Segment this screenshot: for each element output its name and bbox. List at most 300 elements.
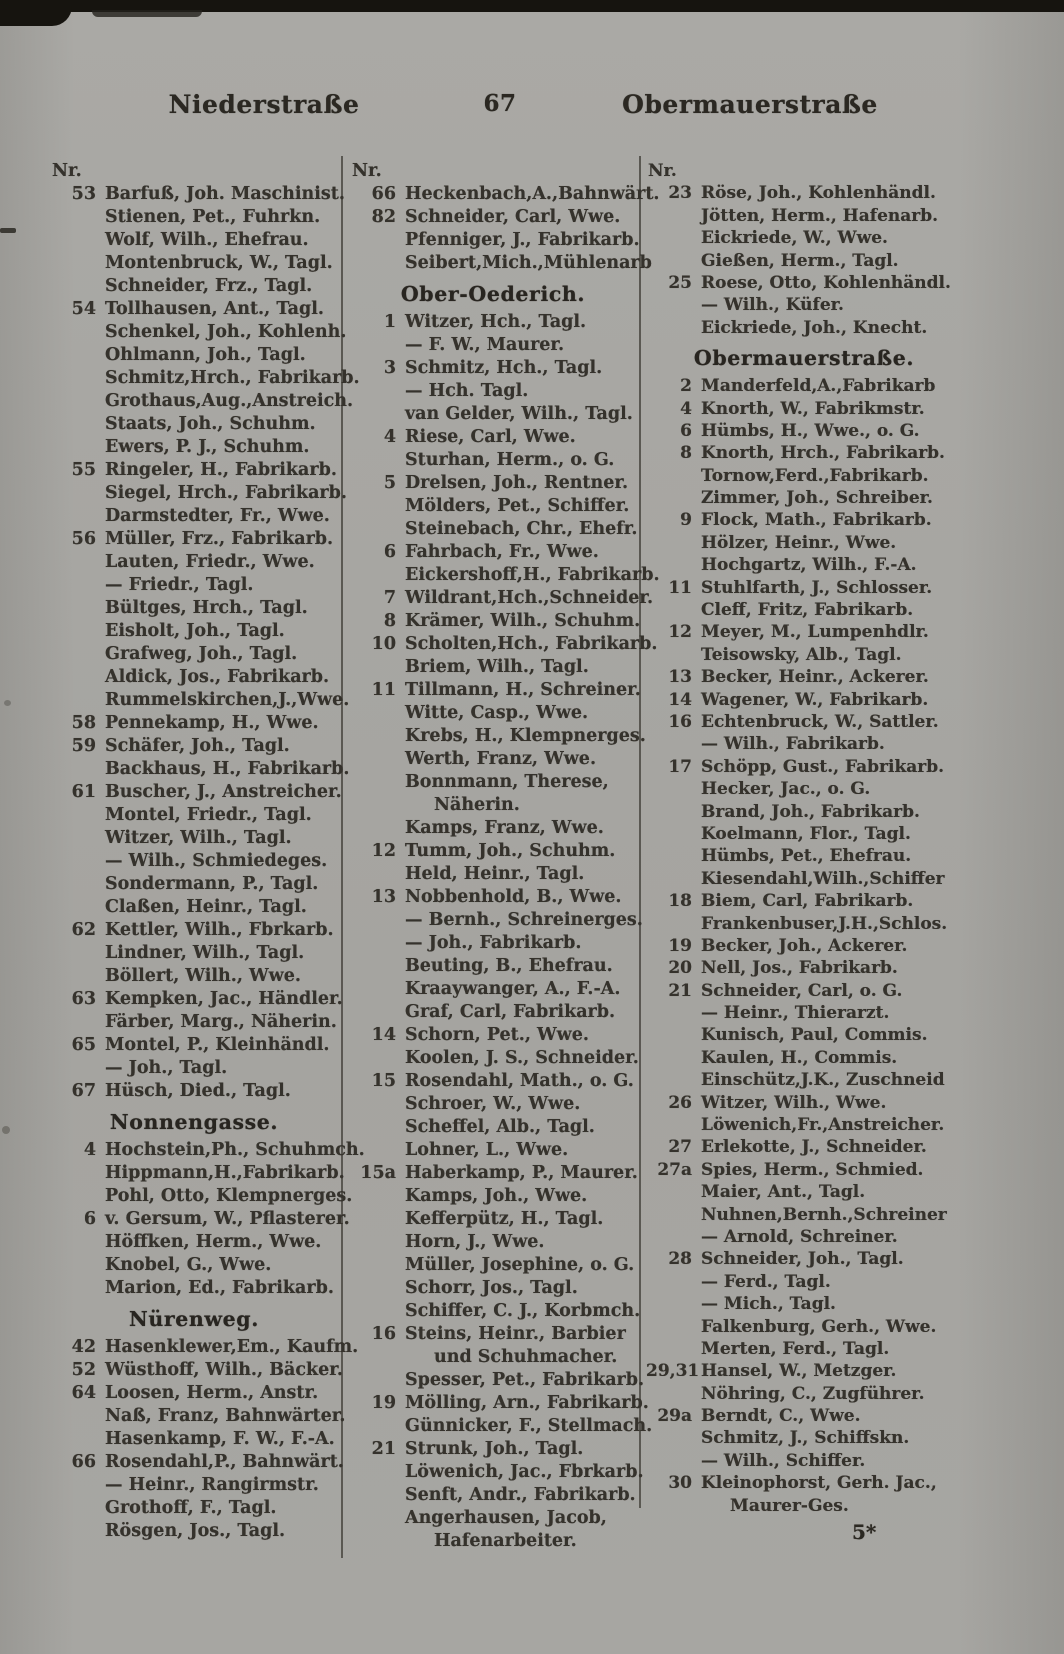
directory-line	[646, 577, 962, 599]
directory-line	[50, 528, 338, 551]
entry-text: Günnicker, F., Stellmach.	[405, 1416, 653, 1436]
street-heading: Nonnengasse.	[109, 1110, 279, 1134]
directory-line	[50, 275, 338, 298]
directory-line	[646, 644, 962, 666]
entry-text: Knobel, G., Wwe.	[105, 1255, 272, 1275]
directory-line	[646, 1204, 962, 1226]
page-number: 67	[483, 90, 517, 117]
directory-line	[646, 205, 962, 227]
house-number: 4	[680, 398, 692, 419]
entry-text: — Friedr., Tagl.	[105, 575, 254, 595]
directory-line	[646, 1069, 962, 1091]
directory-line	[350, 472, 636, 495]
entry-text: Tillmann, H., Schreiner.	[405, 680, 641, 700]
directory-line	[50, 643, 338, 666]
directory-line	[350, 495, 636, 518]
entry-text: Kefferpütz, H., Tagl.	[405, 1209, 604, 1229]
directory-line	[350, 252, 652, 275]
directory-line	[50, 1139, 365, 1162]
directory-line	[646, 1338, 962, 1360]
entry-text: Schöpp, Gust., Fabrikarb.	[701, 756, 945, 777]
entry-text: Riese, Carl, Wwe.	[405, 427, 576, 447]
entry-text: Eickriede, W., Wwe.	[701, 228, 888, 249]
directory-line	[350, 1093, 636, 1116]
entry-text: Wildrant,Hch.,Schneider.	[405, 588, 654, 608]
directory-line	[350, 771, 636, 794]
directory-line	[350, 1392, 649, 1415]
street-heading: Nürenweg.	[129, 1307, 259, 1331]
entry-text: Claßen, Heinr., Tagl.	[105, 897, 307, 917]
entry-text: Seibert,Mich.,Mühlenarb	[405, 253, 652, 273]
entry-text: Stuhlfarth, J., Schlosser.	[701, 577, 933, 598]
directory-line	[50, 965, 338, 988]
house-number: 28	[668, 1249, 692, 1270]
directory-line	[646, 621, 962, 643]
entry-text: Siegel, Hrch., Fabrikarb.	[105, 483, 347, 503]
house-number: 30	[668, 1473, 692, 1494]
directory-line	[646, 980, 962, 1002]
entry-text: Mölling, Arn., Fabrikarb.	[405, 1393, 649, 1413]
house-number: 18	[668, 891, 692, 912]
directory-line	[350, 206, 636, 229]
entry-text: Färber, Marg., Näherin.	[105, 1012, 337, 1032]
entry-text: Barfuß, Joh. Maschinist.	[105, 184, 345, 204]
entry-text: Röse, Joh., Kohlenhändl.	[701, 183, 936, 204]
directory-line	[50, 436, 338, 459]
nr-label: Nr.	[648, 161, 677, 181]
directory-line	[646, 1405, 962, 1427]
entry-text: Rosendahl, Math., o. G.	[405, 1071, 634, 1091]
entry-text: Pohl, Otto, Klempnerges.	[105, 1186, 353, 1206]
directory-line	[350, 817, 636, 840]
directory-line	[646, 487, 962, 509]
entry-text: Witzer, Wilh., Wwe.	[701, 1092, 887, 1113]
directory-line	[50, 873, 338, 896]
entry-text: Gießen, Herm., Tagl.	[701, 250, 899, 271]
entry-text: Kamps, Joh., Wwe.	[405, 1186, 588, 1206]
directory-line	[350, 183, 660, 206]
entry-text: Schmitz,Hrch., Fabrikarb.	[105, 368, 360, 388]
house-number: 59	[71, 736, 96, 756]
house-number: 9	[680, 510, 692, 531]
entry-text: — Wilh., Schiffer.	[701, 1450, 866, 1471]
entry-text: Backhaus, H., Fabrikarb.	[105, 759, 350, 779]
house-number: 27	[668, 1137, 692, 1158]
directory-line	[350, 426, 636, 449]
entry-text: Grothoff, F., Tagl.	[105, 1498, 277, 1518]
entry-text: Schorn, Pet., Wwe.	[405, 1025, 589, 1045]
directory-line	[350, 541, 636, 564]
directory-line	[350, 886, 636, 909]
directory-line	[50, 344, 338, 367]
directory-line	[50, 390, 354, 413]
directory-line	[50, 1011, 338, 1034]
house-number: 19	[668, 935, 692, 956]
entry-text: Montel, P., Kleinhändl.	[105, 1035, 330, 1055]
directory-line	[50, 1405, 346, 1428]
entry-text: Montel, Friedr., Tagl.	[105, 805, 312, 825]
entry-text: Manderfeld,A.,Fabrikarb	[701, 376, 936, 397]
house-number: 66	[71, 1452, 96, 1472]
directory-line	[350, 725, 646, 748]
directory-line	[646, 1293, 962, 1315]
directory-line	[50, 850, 338, 873]
entry-text: Kaulen, H., Commis.	[701, 1047, 898, 1068]
entry-text: Beuting, B., Ehefrau.	[405, 956, 613, 976]
entry-text: Hasenklewer,Em., Kaufm.	[105, 1337, 359, 1357]
entry-text: Echtenbruck, W., Sattler.	[701, 711, 939, 732]
directory-line	[350, 380, 636, 403]
directory-line	[646, 599, 962, 621]
directory-line	[350, 909, 643, 932]
directory-line	[350, 863, 636, 886]
entry-text: Nuhnen,Bernh.,Schreiner	[701, 1204, 947, 1225]
house-number: 15a	[360, 1163, 396, 1183]
directory-line	[50, 1359, 343, 1382]
directory-line	[50, 1185, 353, 1208]
entry-text: Hümbs, H., Wwe., o. G.	[701, 420, 920, 441]
house-number: 11	[668, 577, 692, 598]
directory-line	[350, 978, 636, 1001]
directory-line	[350, 1208, 636, 1231]
directory-line	[350, 955, 636, 978]
directory-line	[646, 711, 962, 733]
entry-text: Steinebach, Chr., Ehefr.	[405, 519, 638, 539]
entry-text: — Heinr., Thierarzt.	[701, 1003, 890, 1024]
entry-text: Wüsthoff, Wilh., Bäcker.	[105, 1360, 343, 1380]
entry-text: Witzer, Wilh., Tagl.	[105, 828, 292, 848]
entry-text: Pfenniger, J., Fabrikarb.	[405, 230, 640, 250]
directory-line	[646, 442, 962, 464]
house-number: 21	[668, 980, 692, 1001]
directory-line	[350, 1415, 653, 1438]
house-number: 12	[668, 622, 692, 643]
entry-text: Biem, Carl, Fabrikarb.	[701, 891, 914, 912]
entry-text: Schneider, Carl, Wwe.	[405, 207, 621, 227]
entry-text: Lauten, Friedr., Wwe.	[105, 552, 315, 572]
directory-line	[350, 1346, 636, 1369]
directory-line	[646, 1181, 962, 1203]
scan-edge-blob	[92, 10, 202, 17]
street-heading: Obermauerstraße.	[693, 346, 915, 371]
directory-line	[646, 1450, 962, 1472]
entry-text: Schenkel, Joh., Kohlenh.	[105, 322, 347, 342]
entry-text: Schroer, W., Wwe.	[405, 1094, 581, 1114]
directory-line	[50, 574, 338, 597]
directory-line	[646, 778, 962, 800]
directory-line	[646, 465, 962, 487]
entry-text: — Wilh., Fabrikarb.	[701, 734, 885, 755]
entry-text: Hippmann,H.,Fabrikarb.	[105, 1163, 345, 1183]
house-number: 54	[71, 299, 96, 319]
directory-line	[50, 1474, 338, 1497]
entry-text: Kamps, Franz, Wwe.	[405, 818, 604, 838]
directory-line	[50, 298, 338, 321]
directory-line	[646, 890, 962, 912]
house-number: 63	[71, 989, 96, 1009]
entry-text: Roese, Otto, Kohlenhändl.	[701, 272, 951, 293]
house-number: 2	[680, 376, 692, 397]
directory-line	[50, 1034, 338, 1057]
directory-line	[646, 823, 962, 845]
nr-label-line	[50, 160, 338, 183]
entry-text: Lindner, Wilh., Tagl.	[105, 943, 305, 963]
entry-text: — Hch. Tagl.	[405, 381, 529, 401]
scan-speck	[0, 228, 16, 233]
entry-text: Mölders, Pet., Schiffer.	[405, 496, 630, 516]
entry-text: Maier, Ant., Tagl.	[701, 1182, 866, 1203]
entry-text: Wagener, W., Fabrikarb.	[701, 689, 929, 710]
directory-column-2	[350, 160, 660, 1553]
directory-line	[350, 1185, 636, 1208]
directory-line	[350, 1323, 636, 1346]
entry-text: Horn, J., Wwe.	[405, 1232, 545, 1252]
signature-mark: 5*	[852, 1520, 877, 1544]
entry-text: Witte, Casp., Wwe.	[405, 703, 589, 723]
directory-line	[646, 1427, 962, 1449]
house-number: 6	[83, 1209, 96, 1229]
entry-text: Hochgartz, Wilh., F.-A.	[701, 555, 917, 576]
entry-text: Drelsen, Joh., Rentner.	[405, 473, 629, 493]
entry-text: Eisholt, Joh., Tagl.	[105, 621, 285, 641]
house-number: 11	[371, 680, 396, 700]
entry-text: Wolf, Wilh., Ehefrau.	[105, 230, 309, 250]
entry-text: Eickriede, Joh., Knecht.	[701, 317, 928, 338]
directory-line	[350, 1438, 636, 1461]
entry-text: Hüsch, Died., Tagl.	[105, 1081, 291, 1101]
directory-line	[50, 620, 338, 643]
directory-line	[350, 403, 636, 426]
entry-text: Kraaywanger, A., F.-A.	[405, 979, 621, 999]
house-number: 20	[668, 958, 692, 979]
directory-line	[646, 935, 962, 957]
directory-line	[50, 321, 347, 344]
directory-line	[350, 679, 641, 702]
directory-line	[350, 1277, 636, 1300]
house-number: 8	[680, 443, 692, 464]
entry-text: — Ferd., Tagl.	[701, 1271, 831, 1292]
directory-line	[50, 551, 338, 574]
entry-text: Bonnmann, Therese,	[405, 772, 609, 792]
entry-text: van Gelder, Wilh., Tagl.	[405, 404, 633, 424]
directory-line	[646, 554, 962, 576]
entry-text: Hecker, Jac., o. G.	[701, 779, 871, 800]
entry-text: Scholten,Hch., Fabrikarb.	[405, 634, 658, 654]
house-number: 19	[371, 1393, 396, 1413]
house-number: 12	[371, 841, 396, 861]
entry-text: Nell, Jos., Fabrikarb.	[701, 958, 898, 979]
directory-line	[50, 1336, 359, 1359]
entry-text: — F. W., Maurer.	[405, 335, 565, 355]
directory-line	[50, 827, 338, 850]
directory-line	[350, 334, 636, 357]
house-number: 29a	[657, 1406, 692, 1427]
entry-text: Müller, Frz., Fabrikarb.	[105, 529, 334, 549]
house-number: 61	[71, 782, 96, 802]
entry-text: Hölzer, Heinr., Wwe.	[701, 532, 897, 553]
directory-line	[50, 1520, 338, 1543]
directory-line	[646, 1114, 962, 1136]
directory-line	[350, 564, 660, 587]
house-number: 65	[71, 1035, 96, 1055]
house-number: 16	[668, 711, 692, 732]
directory-line	[646, 294, 962, 316]
directory-line	[50, 229, 338, 252]
house-number: 52	[71, 1360, 96, 1380]
house-number: 67	[71, 1081, 96, 1101]
directory-line	[350, 1001, 636, 1024]
entry-text: Kettler, Wilh., Fbrkarb.	[105, 920, 334, 940]
directory-line	[50, 1428, 338, 1451]
entry-text: Angerhausen, Jacob,	[405, 1508, 607, 1528]
entry-text: Steins, Heinr., Barbier	[405, 1324, 626, 1344]
scan-edge-corner	[0, 0, 72, 26]
entry-text: Merten, Ferd., Tagl.	[701, 1338, 890, 1359]
entry-text: Hafenarbeiter.	[434, 1531, 577, 1551]
directory-line	[646, 913, 962, 935]
directory-line	[50, 712, 338, 735]
directory-line	[50, 666, 338, 689]
entry-text: Böllert, Wilh., Wwe.	[105, 966, 301, 986]
house-number: 6	[680, 420, 692, 441]
entry-text: Kempken, Jac., Händler.	[105, 989, 343, 1009]
entry-text: Hümbs, Pet., Ehefrau.	[701, 846, 912, 867]
entry-text: Strunk, Joh., Tagl.	[405, 1439, 584, 1459]
directory-line	[350, 748, 636, 771]
scan-speck	[2, 1126, 10, 1134]
directory-line	[350, 656, 636, 679]
directory-line	[646, 375, 962, 397]
house-number: 1	[383, 312, 396, 332]
entry-text: Rummelskirchen,J.,Wwe.	[105, 690, 350, 710]
directory-line	[350, 610, 641, 633]
entry-text: — Joh., Fabrikarb.	[405, 933, 582, 953]
house-number: 4	[383, 427, 396, 447]
house-number: 23	[668, 183, 692, 204]
house-number: 42	[71, 1337, 96, 1357]
house-number: 62	[71, 920, 96, 940]
entry-text: — Bernh., Schreinerges.	[405, 910, 643, 930]
entry-text: Grothaus,Aug.,Anstreich.	[105, 391, 354, 411]
entry-text: Witzer, Hch., Tagl.	[405, 312, 587, 332]
house-number: 5	[383, 473, 396, 493]
entry-text: — Wilh., Schmiedeges.	[105, 851, 328, 871]
entry-text: Jötten, Herm., Hafenarb.	[701, 205, 939, 226]
entry-text: Brand, Joh., Fabrikarb.	[701, 801, 920, 822]
house-number: 8	[383, 611, 396, 631]
entry-text: Ohlmann, Joh., Tagl.	[105, 345, 306, 365]
house-number: 25	[668, 272, 692, 293]
directory-line	[50, 735, 338, 758]
entry-text: Marion, Ed., Fabrikarb.	[105, 1278, 334, 1298]
entry-text: Einschütz,J.K., Zuschneid	[701, 1070, 945, 1091]
directory-line	[646, 756, 962, 778]
entry-text: Rösgen, Jos., Tagl.	[105, 1521, 286, 1541]
house-number: 56	[71, 529, 96, 549]
entry-text: Tornow,Ferd.,Fabrikarb.	[701, 465, 929, 486]
entry-text: Lohner, L., Wwe.	[405, 1140, 569, 1160]
directory-line	[646, 250, 962, 272]
house-number: 10	[371, 634, 396, 654]
entry-text: Teisowsky, Alb., Tagl.	[701, 644, 902, 665]
entry-text: — Arnold, Schreiner.	[701, 1226, 898, 1247]
directory-line	[50, 781, 342, 804]
entry-text: Darmstedter, Fr., Wwe.	[105, 506, 330, 526]
directory-line	[350, 1231, 636, 1254]
entry-text: Flock, Math., Fabrikarb.	[701, 510, 932, 531]
directory-line	[646, 1248, 962, 1270]
directory-line	[350, 1507, 636, 1530]
entry-text: Aldick, Jos., Fabrikarb.	[105, 667, 330, 687]
directory-line	[350, 1162, 636, 1185]
directory-line	[646, 272, 962, 294]
entry-text: Sondermann, P., Tagl.	[105, 874, 319, 894]
directory-line	[646, 801, 962, 823]
directory-line	[350, 1024, 636, 1047]
entry-text: Hansel, W., Metzger.	[701, 1361, 897, 1382]
directory-line	[646, 1092, 962, 1114]
entry-text: Kiesendahl,Wilh.,Schiffer	[701, 868, 945, 889]
directory-line	[50, 183, 345, 206]
directory-line	[646, 1271, 962, 1293]
directory-line	[646, 1316, 962, 1338]
entry-text: Cleff, Fritz, Fabrikarb.	[701, 600, 914, 621]
directory-line	[646, 1047, 962, 1069]
directory-line	[646, 1383, 962, 1405]
entry-text: Spies, Herm., Schmied.	[701, 1159, 924, 1180]
entry-text: Naß, Franz, Bahnwärter.	[105, 1406, 346, 1426]
directory-line	[350, 633, 658, 656]
directory-line	[646, 1472, 962, 1494]
entry-text: Graf, Carl, Fabrikarb.	[405, 1002, 616, 1022]
directory-line	[350, 311, 636, 334]
entry-text: Schneider, Frz., Tagl.	[105, 276, 313, 296]
house-number: 4	[83, 1140, 96, 1160]
house-number: 13	[371, 887, 396, 907]
entry-text: Schneider, Carl, o. G.	[701, 980, 903, 1001]
entry-text: und Schuhmacher.	[434, 1347, 618, 1367]
entry-text: — Mich., Tagl.	[701, 1294, 836, 1315]
directory-line	[50, 1254, 338, 1277]
directory-line	[50, 505, 338, 528]
entry-text: Frankenbuser,J.H.,Schlos.	[701, 913, 948, 934]
entry-text: Berndt, C., Wwe.	[701, 1406, 861, 1427]
entry-text: Näherin.	[434, 795, 520, 815]
directory-line	[646, 1226, 962, 1248]
scan-speck	[4, 700, 11, 706]
entry-text: Senft, Andr., Fabrikarb.	[405, 1485, 636, 1505]
house-number: 7	[383, 588, 396, 608]
directory-line	[50, 1231, 338, 1254]
entry-text: Schmitz, Hch., Tagl.	[405, 358, 603, 378]
directory-line	[50, 758, 350, 781]
house-number: 3	[383, 358, 396, 378]
entry-text: Schiffer, C. J., Korbmch.	[405, 1301, 641, 1321]
directory-line	[50, 1057, 338, 1080]
entry-text: Pennekamp, H., Wwe.	[105, 713, 319, 733]
running-header-left-street: Niederstraße	[168, 90, 360, 119]
entry-text: Fahrbach, Fr., Wwe.	[405, 542, 599, 562]
directory-line	[50, 413, 338, 436]
entry-text: Zimmer, Joh., Schreiber.	[701, 488, 933, 509]
street-heading: Ober-Oederich.	[400, 282, 586, 306]
entry-text: Eickershoff,H., Fabrikarb.	[405, 565, 660, 585]
entry-text: Schneider, Joh., Tagl.	[701, 1249, 904, 1270]
entry-text: — Heinr., Rangirmstr.	[105, 1475, 319, 1495]
house-number: 17	[668, 756, 692, 777]
entry-text: Tollhausen, Ant., Tagl.	[105, 299, 324, 319]
directory-column-3	[646, 160, 962, 1517]
